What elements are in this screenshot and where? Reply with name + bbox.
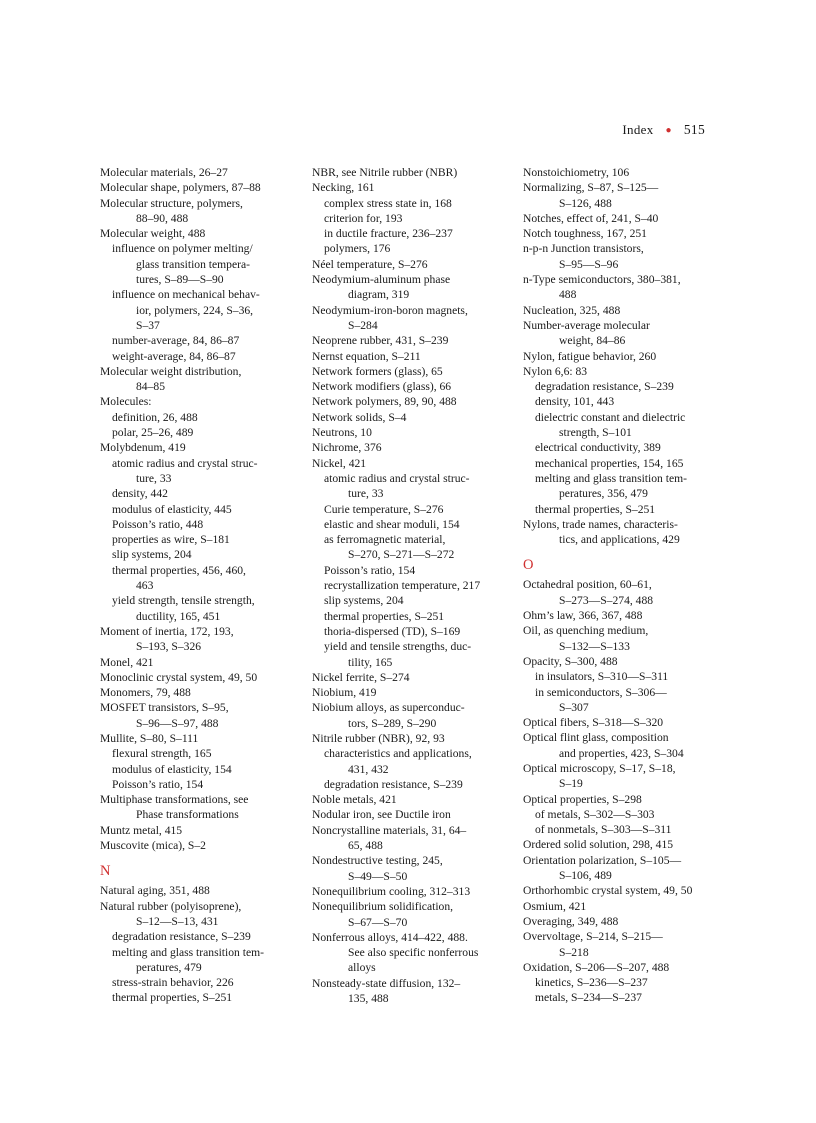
index-subentry: [312, 624, 508, 639]
index-entry: [100, 624, 296, 655]
index-entry-line: atomic radius and crystal struc-: [112, 456, 258, 470]
index-entry: [100, 700, 296, 731]
index-entry-line: thermal properties, 456, 460,: [112, 563, 246, 577]
index-entry-line: Neoprene rubber, 431, S–239: [312, 334, 449, 348]
index-entry-line: Monomers, 79, 488: [100, 686, 191, 700]
index-entry: [312, 425, 508, 440]
index-entry: [523, 929, 719, 960]
index-entry-line: Monoclinic crystal system, 49, 50: [100, 670, 258, 684]
index-entry: [312, 976, 508, 1007]
index-entry: [523, 180, 719, 211]
index-entry: [312, 349, 508, 364]
index-subentry: [312, 211, 508, 226]
index-entry-line: ture, 33: [136, 471, 172, 485]
index-entry-line: influence on polymer melting/: [112, 242, 253, 256]
index-entry-line: S–95—S–96: [559, 257, 619, 271]
index-entry-line: Ohm’s law, 366, 367, 488: [523, 609, 643, 623]
index-entry-line: Moment of inertia, 172, 193,: [100, 624, 234, 638]
index-entry: [523, 364, 719, 379]
index-entry-line: polymers, 176: [324, 242, 391, 256]
index-entry-line: S–284: [348, 318, 378, 332]
index-entry-line: in semiconductors, S–306—: [535, 685, 667, 699]
index-entry-line: electrical conductivity, 389: [535, 441, 661, 455]
index-entry: [523, 577, 719, 608]
index-entry: [312, 257, 508, 272]
index-entry-line: 84–85: [136, 380, 165, 394]
index-entry-line: degradation resistance, S–239: [324, 777, 463, 791]
index-entry-line: Noble metals, 421: [312, 793, 397, 807]
index-subentry: [100, 241, 296, 287]
index-subentry: [100, 502, 296, 517]
index-entry-line: S–37: [136, 318, 160, 332]
index-entry-line: alloys: [348, 961, 376, 975]
index-entry: [312, 456, 508, 471]
index-entry-line: Molecular weight distribution,: [100, 364, 242, 378]
index-entry-line: Poisson’s ratio, 154: [112, 777, 204, 791]
bullet-separator-icon: ●: [665, 124, 672, 136]
index-entry-line: Nickel, 421: [312, 456, 367, 470]
index-entry-line: 431, 432: [348, 762, 389, 776]
index-entry-line: slip systems, 204: [324, 594, 404, 608]
index-entry-line: Notch toughness, 167, 251: [523, 227, 647, 241]
index-entry-line: Nonstoichiometry, 106: [523, 166, 630, 179]
index-entry-line: number-average, 84, 86–87: [112, 334, 240, 348]
index-entry-line: Molecular structure, polymers,: [100, 196, 243, 210]
index-subentry: [523, 471, 719, 502]
index-entry-line: Molybdenum, 419: [100, 441, 186, 455]
index-entry-line: criterion for, 193: [324, 211, 403, 225]
index-entry: [523, 960, 719, 975]
index-entry: [523, 241, 719, 272]
index-entry-line: thoria-dispersed (TD), S–169: [324, 624, 461, 638]
index-entry-line: Nonequilibrium solidification,: [312, 900, 454, 914]
index-entry: [312, 180, 508, 195]
index-subentry: [312, 746, 508, 777]
index-entry: [312, 440, 508, 455]
index-entry: [100, 883, 296, 898]
index-subentry: [100, 349, 296, 364]
index-entry-line: thermal properties, S–251: [112, 991, 233, 1005]
index-entry: [523, 211, 719, 226]
index-entry: [100, 180, 296, 195]
index-entry-line: Nernst equation, S–211: [312, 349, 421, 363]
index-entry: [523, 349, 719, 364]
index-entry-line: Notches, effect of, 241, S–40: [523, 211, 659, 225]
index-entry-line: yield strength, tensile strength,: [112, 594, 255, 608]
index-entry-line: S–12—S–13, 431: [136, 914, 219, 928]
index-entry: [523, 883, 719, 898]
index-subentry: [312, 609, 508, 624]
index-entry-line: in insulators, S–310—S–311: [535, 670, 669, 684]
index-subentry: [523, 822, 719, 837]
index-entry-line: yield and tensile strengths, duc-: [324, 640, 472, 654]
index-entry-line: Nylon 6,6: 83: [523, 364, 588, 378]
index-entry-line: 65, 488: [348, 839, 383, 853]
index-entry: [523, 608, 719, 623]
index-entry-line: tics, and applications, 429: [559, 533, 680, 547]
index-entry-line: Molecules:: [100, 395, 152, 409]
index-subentry: [100, 990, 296, 1005]
index-entry: [312, 379, 508, 394]
index-subentry: [100, 563, 296, 594]
index-entry: [523, 792, 719, 807]
index-subentry: [100, 425, 296, 440]
index-entry-line: and properties, 423, S–304: [559, 746, 684, 760]
index-entry-line: properties as wire, S–181: [112, 533, 230, 547]
index-entry-line: Network solids, S–4: [312, 410, 407, 424]
index-entry-line: S–67—S–70: [348, 915, 408, 929]
index-entry-line: Curie temperature, S–276: [324, 502, 444, 516]
index-entry-line: Neodymium-aluminum phase: [312, 273, 451, 287]
index-entry-line: Molecular weight, 488: [100, 227, 206, 241]
index-entry-line: Poisson’s ratio, 154: [324, 563, 416, 577]
index-entry: [100, 731, 296, 746]
index-entry-line: S–307: [559, 700, 589, 714]
index-entry-line: Oxidation, S–206—S–207, 488: [523, 960, 670, 974]
index-entry-line: NBR, see Nitrile rubber (NBR): [312, 166, 458, 179]
index-entry-line: weight, 84–86: [559, 334, 626, 348]
index-subentry: [312, 639, 508, 670]
index-entry: [312, 731, 508, 746]
index-entry-line: Nylons, trade names, characteris-: [523, 517, 678, 531]
index-subentry: [312, 502, 508, 517]
index-entry-line: S–270, S–271—S–272: [348, 548, 455, 562]
index-entry: [523, 318, 719, 349]
index-entry-line: Monel, 421: [100, 655, 154, 669]
index-entry-line: Network modifiers (glass), 66: [312, 380, 452, 394]
index-entry-line: degradation resistance, S–239: [112, 930, 251, 944]
index-entry: [523, 226, 719, 241]
index-entry-line: See also specific nonferrous: [348, 946, 479, 960]
index-subentry: [100, 746, 296, 761]
index-entry-line: Neutrons, 10: [312, 426, 372, 440]
index-entry-line: density, 101, 443: [535, 395, 615, 409]
index-entry-line: n-p-n Junction transistors,: [523, 242, 644, 256]
index-subentry: [523, 440, 719, 455]
index-entry-line: Opacity, S–300, 488: [523, 654, 618, 668]
index-entry-line: ior, polymers, 224, S–36,: [136, 303, 254, 317]
index-subentry: [100, 593, 296, 624]
index-subentry: [523, 502, 719, 517]
index-entry-line: recrystallization temperature, 217: [324, 579, 481, 593]
index-subentry: [100, 547, 296, 562]
index-entry-line: Niobium, 419: [312, 686, 377, 700]
index-entry: [312, 884, 508, 899]
index-entry-line: atomic radius and crystal struc-: [324, 471, 470, 485]
index-entry-line: S–126, 488: [559, 196, 612, 210]
index-entry-line: S–106, 489: [559, 869, 612, 883]
index-subentry: [100, 929, 296, 944]
index-subentry: [523, 410, 719, 441]
index-entry: [312, 685, 508, 700]
index-entry-line: Nondestructive testing, 245,: [312, 854, 443, 868]
index-entry: [100, 685, 296, 700]
index-entry: [100, 440, 296, 455]
index-entry-line: Nichrome, 376: [312, 441, 382, 455]
index-entry: [100, 792, 296, 823]
index-entry-line: polar, 25–26, 489: [112, 426, 194, 440]
index-entry-line: Nonequilibrium cooling, 312–313: [312, 884, 471, 898]
index-subentry: [523, 990, 719, 1005]
page-number: 515: [683, 122, 705, 137]
index-entry-line: Nylon, fatigue behavior, 260: [523, 349, 657, 363]
index-entry: [312, 333, 508, 348]
index-entry-line: stress-strain behavior, 226: [112, 976, 234, 990]
index-entry-line: Molecular materials, 26–27: [100, 166, 228, 179]
running-header: [622, 122, 705, 138]
index-subentry: [100, 486, 296, 501]
header-section-title: Index: [622, 122, 654, 137]
index-entry-line: influence on mechanical behav-: [112, 288, 260, 302]
index-entry-line: flexural strength, 165: [112, 747, 212, 761]
index-entry-line: in ductile fracture, 236–237: [324, 227, 453, 241]
index-entry-line: glass transition tempera-: [136, 257, 250, 271]
index-subentry: [100, 456, 296, 487]
index-entry-line: Orthorhombic crystal system, 49, 50: [523, 884, 693, 898]
index-entry-line: Oil, as quenching medium,: [523, 624, 649, 638]
index-subentry: [100, 287, 296, 333]
index-entry-line: diagram, 319: [348, 288, 410, 302]
index-entry-line: Number-average molecular: [523, 318, 650, 332]
index-entry-line: ductility, 165, 451: [136, 609, 221, 623]
index-subentry: [312, 226, 508, 241]
index-entry-line: 463: [136, 579, 154, 593]
index-entry-line: Néel temperature, S–276: [312, 257, 428, 271]
index-entry-line: 135, 488: [348, 992, 389, 1006]
index-entry-line: Noncrystalline materials, 31, 64–: [312, 823, 467, 837]
index-column-2: [312, 165, 508, 1006]
index-entry-line: peratures, 479: [136, 960, 202, 974]
index-entry-line: Optical fibers, S–318—S–320: [523, 716, 664, 730]
index-subentry: [312, 563, 508, 578]
index-entry: [523, 837, 719, 852]
index-entry-line: Network formers (glass), 65: [312, 364, 443, 378]
index-entry: [523, 761, 719, 792]
index-subentry: [523, 685, 719, 716]
index-entry-line: thermal properties, S–251: [535, 502, 656, 516]
index-entry-line: tors, S–289, S–290: [348, 716, 437, 730]
index-entry-line: Mullite, S–80, S–111: [100, 731, 199, 745]
index-entry-line: peratures, 356, 479: [559, 487, 648, 501]
index-entry-line: Network polymers, 89, 90, 488: [312, 395, 457, 409]
index-entry: [312, 394, 508, 409]
index-entry: [312, 303, 508, 334]
index-section-letter: O: [523, 557, 534, 574]
index-subentry: [100, 410, 296, 425]
index-entry: [523, 853, 719, 884]
index-entry: [100, 655, 296, 670]
index-subentry: [100, 333, 296, 348]
index-entry-line: Nucleation, 325, 488: [523, 303, 621, 317]
index-entry-line: Nonsteady-state diffusion, 132–: [312, 976, 461, 990]
index-entry: [312, 853, 508, 884]
index-entry-line: Overvoltage, S–214, S–215—: [523, 930, 663, 944]
index-entry-line: 488: [559, 288, 577, 302]
index-entry: [100, 670, 296, 685]
index-entry-line: of metals, S–302—S–303: [535, 807, 655, 821]
index-entry: [523, 623, 719, 654]
index-subentry: [523, 456, 719, 471]
index-entry-line: Nodular iron, see Ductile iron: [312, 808, 451, 822]
index-entry-line: metals, S–234—S–237: [535, 991, 642, 1005]
index-entry: [100, 899, 296, 930]
index-entry-line: Muscovite (mica), S–2: [100, 839, 206, 853]
index-subentry: [100, 517, 296, 532]
index-entry-line: modulus of elasticity, 445: [112, 502, 232, 516]
index-entry: [312, 807, 508, 822]
index-entry: [523, 730, 719, 761]
index-subentry: [523, 379, 719, 394]
index-subentry: [312, 532, 508, 563]
index-entry-line: S–19: [559, 777, 583, 791]
index-entry: [312, 670, 508, 685]
index-entry-line: Optical flint glass, composition: [523, 731, 669, 745]
index-entry-line: Optical properties, S–298: [523, 792, 642, 806]
index-entry: [312, 165, 508, 180]
index-entry-line: characteristics and applications,: [324, 747, 472, 761]
index-entry-line: Optical microscopy, S–17, S–18,: [523, 761, 676, 775]
index-subentry: [312, 517, 508, 532]
index-subentry: [100, 945, 296, 976]
index-entry-line: 88–90, 488: [136, 211, 189, 225]
index-entry: [523, 914, 719, 929]
index-entry-line: Orientation polarization, S–105—: [523, 853, 682, 867]
index-entry-line: S–96—S–97, 488: [136, 716, 219, 730]
index-subentry: [100, 777, 296, 792]
index-entry-line: Ordered solid solution, 298, 415: [523, 838, 674, 852]
index-entry-line: Niobium alloys, as superconduc-: [312, 701, 465, 715]
index-entry-line: MOSFET transistors, S–95,: [100, 701, 229, 715]
index-entry-line: Octahedral position, 60–61,: [523, 578, 652, 592]
index-column-1: [100, 165, 296, 1006]
index-entry-line: modulus of elasticity, 154: [112, 762, 232, 776]
index-subentry: [523, 394, 719, 409]
index-entry-line: Natural aging, 351, 488: [100, 884, 210, 898]
index-section-letter: N: [100, 863, 111, 880]
index-entry: [312, 410, 508, 425]
index-entry: [312, 272, 508, 303]
index-entry-line: S–49—S–50: [348, 869, 408, 883]
index-entry-line: Overaging, 349, 488: [523, 914, 619, 928]
index-entry-line: Necking, 161: [312, 181, 375, 195]
index-entry-line: dielectric constant and dielectric: [535, 410, 686, 424]
index-subentry: [312, 578, 508, 593]
index-subentry: [523, 807, 719, 822]
index-entry: [523, 715, 719, 730]
index-entry: [523, 517, 719, 548]
index-entry-line: kinetics, S–236—S–237: [535, 976, 648, 990]
index-entry: [100, 364, 296, 395]
index-entry-line: Poisson’s ratio, 448: [112, 517, 204, 531]
index-entry-line: weight-average, 84, 86–87: [112, 349, 236, 363]
index-subentry: [312, 471, 508, 502]
index-entry: [100, 838, 296, 853]
index-entry: [100, 394, 296, 409]
index-entry-line: tures, S–89—S–90: [136, 273, 224, 287]
index-subentry: [312, 593, 508, 608]
index-entry: [100, 823, 296, 838]
index-entry-line: density, 442: [112, 487, 168, 501]
index-entry-line: degradation resistance, S–239: [535, 380, 674, 394]
index-entry: [100, 226, 296, 241]
index-entry: [312, 700, 508, 731]
index-entry-line: Neodymium-iron-boron magnets,: [312, 303, 468, 317]
index-entry-line: S–193, S–326: [136, 640, 202, 654]
index-subentry: [100, 532, 296, 547]
index-entry-line: Muntz metal, 415: [100, 823, 183, 837]
index-subentry: [100, 762, 296, 777]
index-entry-line: Osmium, 421: [523, 899, 587, 913]
index-subentry: [523, 975, 719, 990]
index-entry-line: as ferromagnetic material,: [324, 533, 446, 547]
index-entry-line: Phase transformations: [136, 808, 239, 822]
index-entry: [312, 823, 508, 854]
index-entry: [312, 364, 508, 379]
index-entry-line: elastic and shear moduli, 154: [324, 517, 460, 531]
index-subentry: [312, 196, 508, 211]
index-column-3: [523, 165, 719, 1006]
index-entry-line: strength, S–101: [559, 426, 632, 440]
index-entry-line: Nitrile rubber (NBR), 92, 93: [312, 731, 445, 745]
index-entry-line: tility, 165: [348, 655, 393, 669]
index-subentry: [100, 975, 296, 990]
index-entry: [523, 899, 719, 914]
index-entry: [100, 196, 296, 227]
index-entry-line: S–218: [559, 945, 589, 959]
index-entry-line: n-Type semiconductors, 380–381,: [523, 273, 681, 287]
index-entry: [312, 930, 508, 976]
index-entry-line: Multiphase transformations, see: [100, 793, 249, 807]
index-entry-line: complex stress state in, 168: [324, 196, 452, 210]
index-entry-line: thermal properties, S–251: [324, 609, 445, 623]
index-entry-line: melting and glass transition tem-: [112, 945, 264, 959]
index-entry-line: Molecular shape, polymers, 87–88: [100, 181, 261, 195]
index-entry: [523, 303, 719, 318]
index-entry-line: slip systems, 204: [112, 548, 192, 562]
index-entry-line: Nonferrous alloys, 414–422, 488.: [312, 930, 468, 944]
index-entry: [312, 792, 508, 807]
index-entry-line: Normalizing, S–87, S–125—: [523, 181, 659, 195]
index-entry-line: S–273—S–274, 488: [559, 593, 654, 607]
index-entry: [523, 165, 719, 180]
index-entry-line: mechanical properties, 154, 165: [535, 456, 684, 470]
index-entry: [312, 899, 508, 930]
index-entry-line: melting and glass transition tem-: [535, 471, 687, 485]
index-entry-line: Natural rubber (polyisoprene),: [100, 899, 242, 913]
index-entry-line: of nonmetals, S–303—S–311: [535, 823, 672, 837]
index-subentry: [523, 669, 719, 684]
index-entry-line: definition, 26, 488: [112, 410, 198, 424]
index-subentry: [312, 777, 508, 792]
index-entry: [100, 165, 296, 180]
index-subentry: [312, 241, 508, 256]
index-entry-line: Nickel ferrite, S–274: [312, 670, 410, 684]
index-entry: [523, 654, 719, 669]
index-entry-line: S–132—S–133: [559, 639, 630, 653]
index-entry-line: ture, 33: [348, 487, 384, 501]
index-entry: [523, 272, 719, 303]
